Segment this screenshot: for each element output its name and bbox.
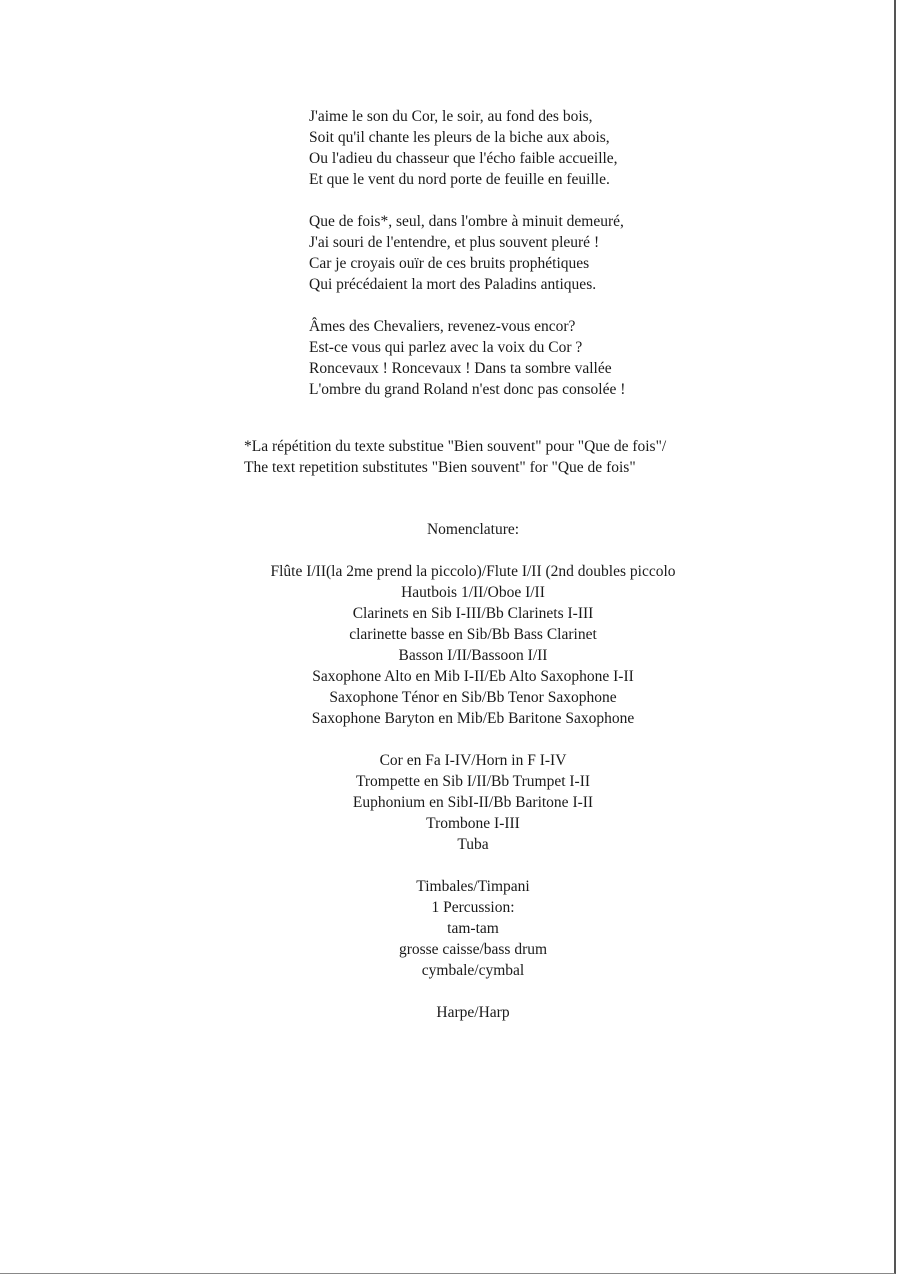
instrument-line: Saxophone Baryton en Mib/Eb Baritone Saxophone xyxy=(311,710,635,727)
instrument-line: clarinette basse en Sib/Bb Bass Clarinet xyxy=(349,626,597,643)
percussion-group xyxy=(0,876,900,981)
poem-line: Qui précédaient la mort des Paladins antiques. xyxy=(309,276,597,293)
instrument-line: Tuba xyxy=(457,836,489,853)
woodwinds-group xyxy=(0,561,900,729)
poem-line: L'ombre du grand Roland n'est donc pas consolée ! xyxy=(309,381,626,398)
harp-group xyxy=(0,1002,900,1023)
poem-stanza-3 xyxy=(309,316,625,400)
instrument-line: Clarinets en Sib I-III/Bb Clarinets I-III xyxy=(352,605,594,622)
instrument-line: Harpe/Harp xyxy=(436,1004,510,1021)
poem-stanza-2 xyxy=(309,211,625,295)
nomenclature-heading: Nomenclature: xyxy=(426,521,520,538)
poem-line: Âmes des Chevaliers, revenez-vous encor? xyxy=(309,318,576,335)
instrument-line: Cor en Fa I-IV/Horn in F I-IV xyxy=(379,752,567,769)
instrument-line: Hautbois 1/II/Oboe I/II xyxy=(401,584,545,601)
footnote-line-english: The text repetition substitutes "Bien souvent" for "Que de fois" xyxy=(244,459,636,476)
instrument-line: Saxophone Ténor en Sib/Bb Tenor Saxophone xyxy=(329,689,617,706)
poem xyxy=(309,106,625,421)
instrument-line: tam-tam xyxy=(447,920,499,937)
poem-line: Et que le vent du nord porte de feuille en feuille. xyxy=(309,171,610,188)
poem-line: Roncevaux ! Roncevaux ! Dans ta sombre vallée xyxy=(309,360,612,377)
poem-line: Est-ce vous qui parlez avec la voix du Cor ? xyxy=(309,339,583,356)
poem-line: Ou l'adieu du chasseur que l'écho faible accueille, xyxy=(309,150,618,167)
instrument-line: grosse caisse/bass drum xyxy=(398,941,548,958)
instrument-line: Euphonium en SibI-II/Bb Baritone I-II xyxy=(352,794,594,811)
footnote xyxy=(244,436,666,478)
instrument-line: 1 Percussion: xyxy=(431,899,515,916)
instrument-line: Timbales/Timpani xyxy=(416,878,530,895)
instrument-line: Trompette en Sib I/II/Bb Trumpet I-II xyxy=(355,773,591,790)
poem-line: Soit qu'il chante les pleurs de la biche aux abois, xyxy=(309,129,610,146)
poem-line: J'aime le son du Cor, le soir, au fond des bois, xyxy=(309,108,593,125)
brass-group xyxy=(0,750,900,855)
instrument-line: cymbale/cymbal xyxy=(421,962,525,979)
poem-line: J'ai souri de l'entendre, et plus souvent pleuré ! xyxy=(309,234,600,251)
instrument-line: Basson I/II/Bassoon I/II xyxy=(398,647,548,664)
poem-line: Car je croyais ouïr de ces bruits prophétiques xyxy=(309,255,590,272)
poem-stanza-1 xyxy=(309,106,625,190)
instrument-line: Saxophone Alto en Mib I-II/Eb Alto Saxophone I-II xyxy=(312,668,634,685)
poem-line: Que de fois*, seul, dans l'ombre à minuit demeuré, xyxy=(309,213,624,230)
instrument-line: Flûte I/II(la 2me prend la piccolo)/Flute I/II (2nd doubles piccolo xyxy=(270,563,676,580)
instrument-line: Trombone I-III xyxy=(426,815,520,832)
nomenclature xyxy=(0,519,900,1044)
footnote-line-french: *La répétition du texte substitue "Bien souvent" pour "Que de fois"/ xyxy=(244,438,667,455)
